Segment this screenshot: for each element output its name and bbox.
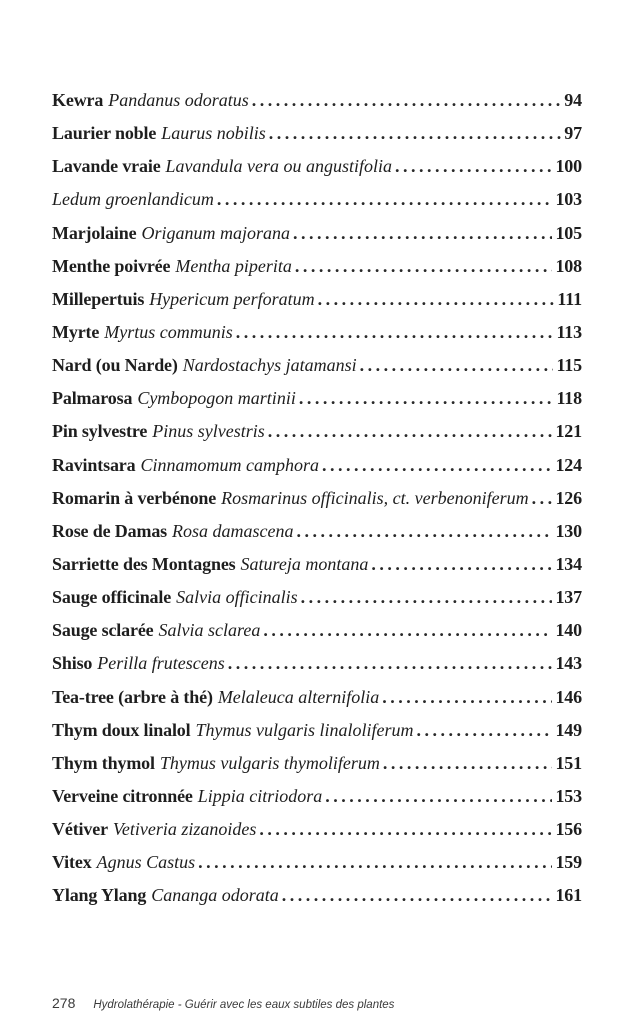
common-name: Millepertuis bbox=[52, 288, 145, 309]
page-number: 159 bbox=[555, 852, 582, 873]
latin-name: Origanum majorana bbox=[141, 222, 290, 243]
toc-entry bbox=[52, 217, 582, 250]
toc-entry-label bbox=[52, 183, 214, 216]
toc-entry bbox=[52, 581, 582, 614]
latin-name: Pinus sylvestris bbox=[152, 421, 265, 442]
page-number: 137 bbox=[555, 587, 582, 608]
dot-leader bbox=[228, 647, 553, 680]
page-footer bbox=[52, 995, 394, 1013]
latin-name: Cymbopogon martinii bbox=[137, 388, 296, 409]
latin-name: Lippia citriodora bbox=[197, 785, 323, 806]
toc-entry bbox=[52, 349, 582, 382]
page-number: 126 bbox=[555, 487, 582, 508]
dot-leader bbox=[360, 349, 554, 382]
page-number: 103 bbox=[555, 189, 582, 210]
dot-leader bbox=[322, 449, 552, 482]
toc-entry-label bbox=[52, 747, 380, 780]
page-number: 94 bbox=[564, 90, 582, 110]
dot-leader bbox=[217, 183, 553, 216]
toc-entry-label bbox=[52, 614, 260, 647]
toc-entry-label bbox=[52, 415, 265, 448]
toc-entry-label bbox=[52, 250, 292, 283]
dot-leader bbox=[295, 250, 553, 283]
toc-entry-label bbox=[52, 714, 414, 747]
dot-leader bbox=[325, 780, 552, 813]
toc-entry-label bbox=[52, 647, 225, 680]
page-number: 97 bbox=[564, 123, 582, 144]
dot-leader bbox=[301, 581, 553, 614]
latin-name: Rosmarinus officinalis, ct. verbenoniferum bbox=[221, 487, 529, 508]
toc-entry-label bbox=[52, 382, 296, 415]
latin-name: Nardostachys jatamansi bbox=[182, 355, 357, 376]
latin-name: Hypericum perforatum bbox=[149, 288, 315, 309]
dot-leader bbox=[395, 150, 552, 183]
toc-entry-label bbox=[52, 780, 322, 813]
page-number: 100 bbox=[555, 156, 582, 177]
common-name: Pin sylvestre bbox=[52, 421, 148, 442]
latin-name: Cinnamomum camphora bbox=[140, 454, 319, 475]
toc-entry-label bbox=[52, 217, 290, 250]
common-name: Kewra bbox=[52, 90, 104, 110]
folio-number: 278 bbox=[52, 995, 76, 1011]
page-number: 115 bbox=[556, 355, 582, 376]
dot-leader bbox=[198, 846, 552, 879]
latin-name: Lavandula vera ou angustifolia bbox=[165, 156, 393, 177]
common-name: Laurier noble bbox=[52, 123, 157, 144]
toc-entry bbox=[52, 415, 582, 448]
common-name: Ravintsara bbox=[52, 454, 136, 475]
page-number: 130 bbox=[555, 520, 582, 541]
page-number: 143 bbox=[555, 653, 582, 674]
latin-name: Perilla frutescens bbox=[97, 653, 225, 674]
toc-entry-label bbox=[52, 879, 279, 912]
toc-entry bbox=[52, 183, 582, 216]
page-number: 153 bbox=[555, 785, 582, 806]
common-name: Sauge officinale bbox=[52, 587, 172, 608]
common-name: Thym doux linalol bbox=[52, 719, 191, 740]
latin-name: Thymus vulgaris linaloliferum bbox=[195, 719, 414, 740]
latin-name: Agnus Castus bbox=[96, 852, 196, 873]
dot-leader bbox=[532, 482, 553, 515]
toc-entry-label bbox=[52, 349, 357, 382]
dot-leader bbox=[236, 316, 554, 349]
common-name: Rose de Damas bbox=[52, 520, 168, 541]
dot-leader bbox=[417, 714, 553, 747]
toc-entry bbox=[52, 813, 582, 846]
latin-name: Satureja montana bbox=[240, 553, 369, 574]
toc-entry-label bbox=[52, 813, 256, 846]
running-title: Hydrolathérapie - Guérir avec les eaux subtiles des plantes bbox=[93, 999, 395, 1011]
dot-leader bbox=[252, 84, 562, 117]
toc-entry bbox=[52, 780, 582, 813]
latin-name: Vetiveria zizanoides bbox=[112, 819, 257, 840]
toc-entry bbox=[52, 316, 582, 349]
latin-name: Salvia sclarea bbox=[158, 620, 261, 641]
dot-leader bbox=[383, 747, 553, 780]
toc-entry-label bbox=[52, 846, 195, 879]
common-name: Nard (ou Narde) bbox=[52, 355, 178, 376]
page-number: 105 bbox=[555, 222, 582, 243]
common-name: Myrte bbox=[52, 321, 100, 342]
toc-entry bbox=[52, 117, 582, 150]
page-number: 134 bbox=[555, 553, 582, 574]
common-name: Sauge sclarée bbox=[52, 620, 154, 641]
dot-leader bbox=[297, 515, 553, 548]
toc-entry-label bbox=[52, 316, 233, 349]
toc-entry-label bbox=[52, 515, 294, 548]
dot-leader bbox=[371, 548, 552, 581]
toc-entry bbox=[52, 548, 582, 581]
latin-name: Thymus vulgaris thymoliferum bbox=[159, 752, 380, 773]
common-name: Thym thymol bbox=[52, 752, 155, 773]
toc-entry bbox=[52, 515, 582, 548]
common-name: Ylang Ylang bbox=[52, 885, 147, 906]
common-name: Shiso bbox=[52, 653, 93, 674]
toc-entry-label bbox=[52, 681, 379, 714]
dot-leader bbox=[382, 681, 552, 714]
toc-entry-label bbox=[52, 482, 529, 515]
latin-name: Pandanus odoratus bbox=[108, 90, 249, 110]
dot-leader bbox=[282, 879, 553, 912]
dot-leader bbox=[268, 415, 553, 448]
toc-entry bbox=[52, 681, 582, 714]
latin-name: Rosa damascena bbox=[172, 520, 294, 541]
toc-entry bbox=[52, 482, 582, 515]
dot-leader bbox=[269, 117, 562, 150]
page-number: 118 bbox=[556, 388, 582, 409]
toc-entry bbox=[52, 84, 582, 117]
common-name: Vétiver bbox=[52, 819, 108, 840]
toc-entry-label bbox=[52, 283, 315, 316]
toc-entry bbox=[52, 382, 582, 415]
table-of-contents bbox=[52, 84, 582, 913]
toc-entry bbox=[52, 647, 582, 680]
toc-entry bbox=[52, 250, 582, 283]
toc-entry-label bbox=[52, 117, 266, 150]
dot-leader bbox=[318, 283, 555, 316]
toc-entry bbox=[52, 747, 582, 780]
page-number: 146 bbox=[555, 686, 582, 707]
common-name: Marjolaine bbox=[52, 222, 137, 243]
common-name: Vitex bbox=[52, 852, 92, 873]
common-name: Lavande vraie bbox=[52, 156, 161, 177]
latin-name: Melaleuca alternifolia bbox=[217, 686, 380, 707]
page-number: 124 bbox=[555, 454, 582, 475]
common-name: Menthe poivrée bbox=[52, 255, 171, 276]
toc-entry-label bbox=[52, 449, 319, 482]
latin-name: Myrtus communis bbox=[104, 321, 233, 342]
toc-entry-label bbox=[52, 581, 298, 614]
latin-name: Laurus nobilis bbox=[161, 123, 266, 144]
latin-name: Salvia officinalis bbox=[176, 587, 298, 608]
toc-entry bbox=[52, 449, 582, 482]
page-number: 151 bbox=[555, 752, 582, 773]
page-number: 161 bbox=[555, 885, 582, 906]
common-name: Sarriette des Montagnes bbox=[52, 553, 236, 574]
page-number: 113 bbox=[556, 321, 582, 342]
dot-leader bbox=[293, 217, 552, 250]
page-number: 111 bbox=[557, 288, 582, 309]
toc-entry bbox=[52, 714, 582, 747]
page-number: 121 bbox=[555, 421, 582, 442]
dot-leader bbox=[299, 382, 554, 415]
latin-name: Cananga odorata bbox=[151, 885, 279, 906]
page-number: 156 bbox=[555, 819, 582, 840]
toc-entry-label bbox=[52, 84, 249, 117]
page-number: 140 bbox=[555, 620, 582, 641]
toc-entry-label bbox=[52, 548, 368, 581]
common-name: Palmarosa bbox=[52, 388, 133, 409]
latin-name: Mentha piperita bbox=[175, 255, 292, 276]
toc-entry bbox=[52, 879, 582, 912]
latin-name: Ledum groenlandicum bbox=[52, 189, 214, 210]
toc-entry bbox=[52, 846, 582, 879]
toc-entry bbox=[52, 614, 582, 647]
toc-entry bbox=[52, 283, 582, 316]
dot-leader bbox=[263, 614, 552, 647]
common-name: Verveine citronnée bbox=[52, 785, 193, 806]
page-number: 149 bbox=[555, 719, 582, 740]
toc-entry-label bbox=[52, 150, 392, 183]
common-name: Romarin à verbénone bbox=[52, 487, 217, 508]
common-name: Tea-tree (arbre à thé) bbox=[52, 686, 213, 707]
toc-entry bbox=[52, 150, 582, 183]
dot-leader bbox=[259, 813, 552, 846]
page-number: 108 bbox=[555, 255, 582, 276]
